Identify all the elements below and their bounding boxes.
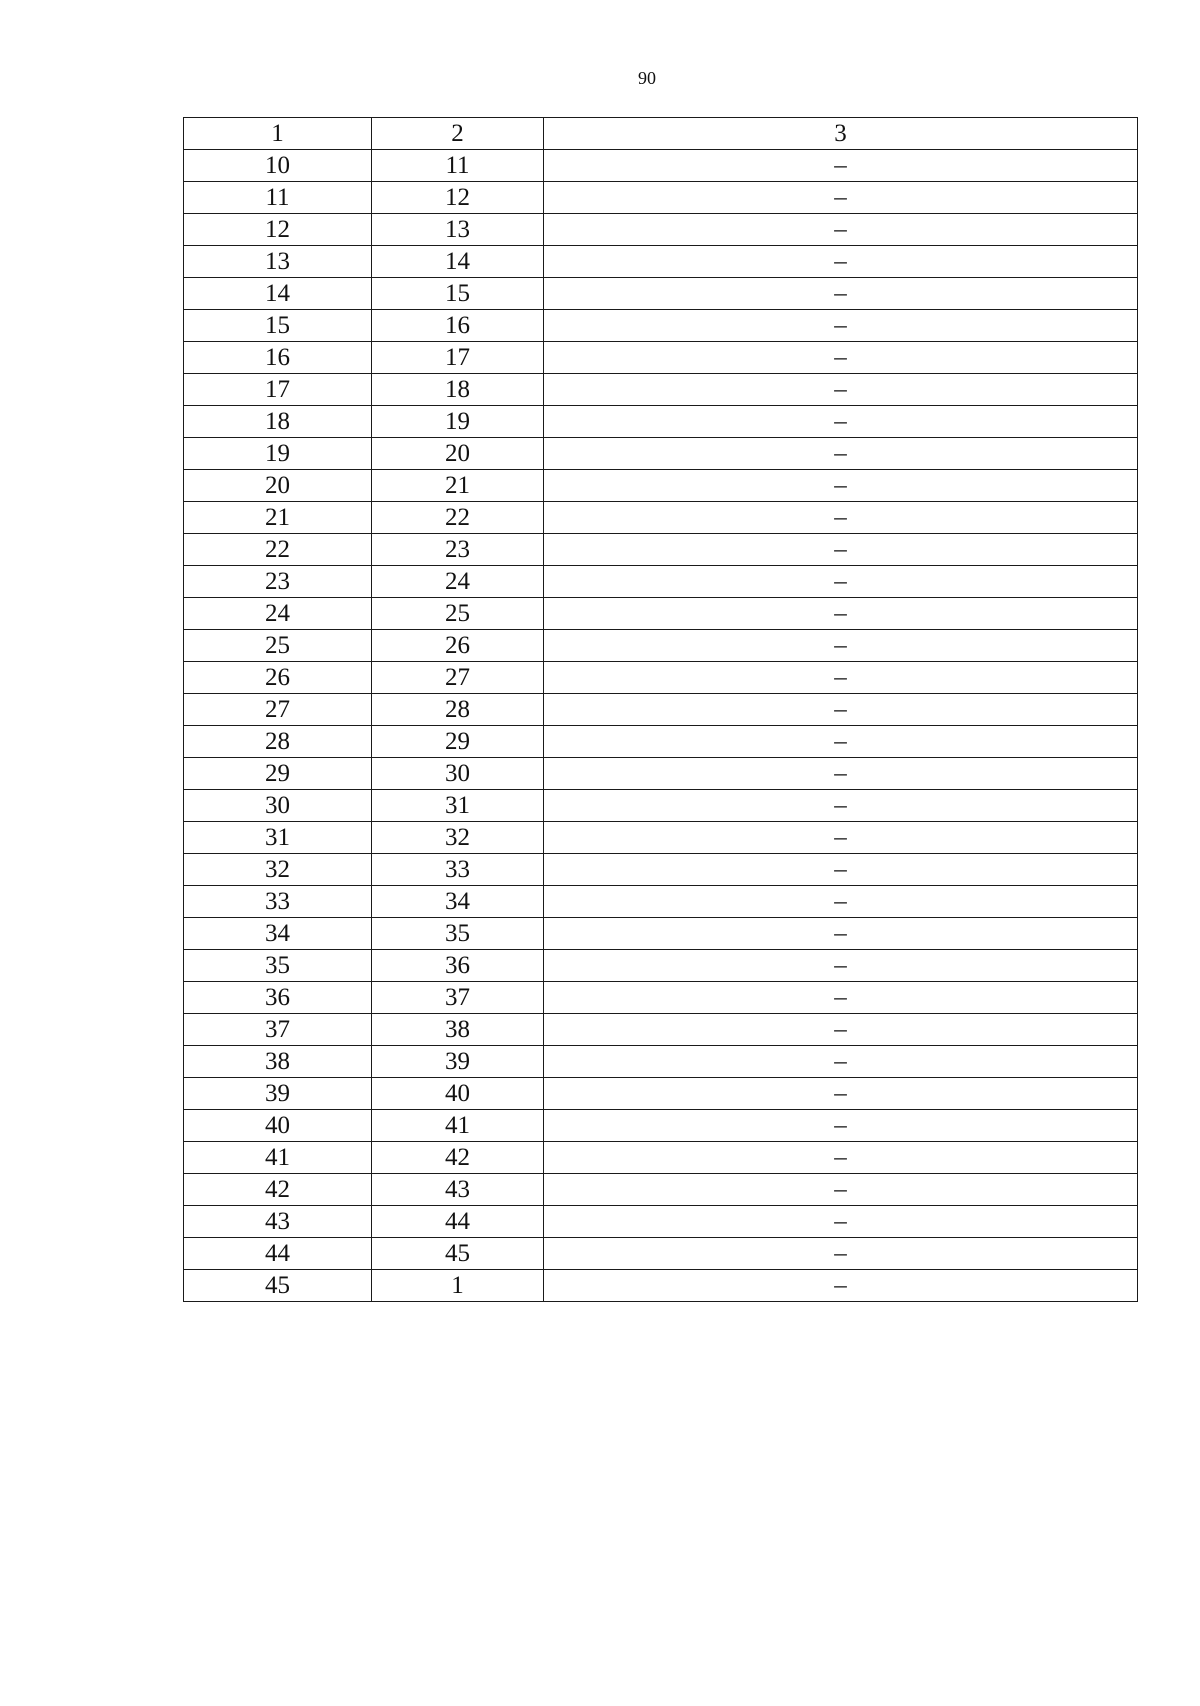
table-cell-col-2: 43 [372, 1174, 544, 1206]
table-cell-col-2: 33 [372, 854, 544, 886]
table-cell-col-3: – [544, 1046, 1138, 1078]
table-cell-col-2: 32 [372, 822, 544, 854]
table-cell-col-3: – [544, 598, 1138, 630]
table-body [184, 118, 1138, 1302]
table-cell-col-3: – [544, 438, 1138, 470]
table-cell-col-1: 17 [184, 374, 372, 406]
table-row [184, 182, 1138, 214]
table-cell-col-2: 41 [372, 1110, 544, 1142]
table-row [184, 246, 1138, 278]
table-cell-col-3: – [544, 918, 1138, 950]
table-cell-col-1: 13 [184, 246, 372, 278]
table-cell-col-1: 36 [184, 982, 372, 1014]
table-cell-col-3: – [544, 150, 1138, 182]
table-cell-col-3: – [544, 566, 1138, 598]
table-cell-col-2: 11 [372, 150, 544, 182]
table-cell-col-2: 20 [372, 438, 544, 470]
table-cell-col-3: – [544, 694, 1138, 726]
table-row [184, 406, 1138, 438]
table-cell-col-3: – [544, 502, 1138, 534]
table-cell-col-2: 30 [372, 758, 544, 790]
table-cell-col-1: 45 [184, 1270, 372, 1302]
table-row [184, 726, 1138, 758]
table-row [184, 278, 1138, 310]
table-cell-col-2: 15 [372, 278, 544, 310]
table-row [184, 1078, 1138, 1110]
column-number-2: 2 [372, 118, 544, 150]
table-cell-col-1: 10 [184, 150, 372, 182]
table-cell-col-3: – [544, 854, 1138, 886]
table-cell-col-2: 22 [372, 502, 544, 534]
table-row [184, 1014, 1138, 1046]
table-cell-col-3: – [544, 182, 1138, 214]
table-row [184, 342, 1138, 374]
table-cell-col-3: – [544, 342, 1138, 374]
table-cell-col-1: 31 [184, 822, 372, 854]
table-row [184, 886, 1138, 918]
table-cell-col-1: 33 [184, 886, 372, 918]
table-cell-col-1: 35 [184, 950, 372, 982]
table-cell-col-3: – [544, 278, 1138, 310]
table-cell-col-2: 21 [372, 470, 544, 502]
table-cell-col-2: 26 [372, 630, 544, 662]
table-cell-col-1: 40 [184, 1110, 372, 1142]
table-row [184, 982, 1138, 1014]
table-cell-col-3: – [544, 982, 1138, 1014]
table-row [184, 1270, 1138, 1302]
table-cell-col-2: 19 [372, 406, 544, 438]
table-cell-col-2: 36 [372, 950, 544, 982]
table-row [184, 630, 1138, 662]
table-cell-col-2: 39 [372, 1046, 544, 1078]
table-row [184, 598, 1138, 630]
table-cell-col-3: – [544, 246, 1138, 278]
table-cell-col-2: 31 [372, 790, 544, 822]
table-cell-col-1: 12 [184, 214, 372, 246]
table-cell-col-2: 28 [372, 694, 544, 726]
table-cell-col-1: 28 [184, 726, 372, 758]
table-row [184, 310, 1138, 342]
table-row [184, 534, 1138, 566]
table-cell-col-3: – [544, 726, 1138, 758]
table-cell-col-2: 35 [372, 918, 544, 950]
table-row [184, 470, 1138, 502]
table-cell-col-3: – [544, 1270, 1138, 1302]
table-cell-col-2: 18 [372, 374, 544, 406]
table-cell-col-1: 25 [184, 630, 372, 662]
table-cell-col-3: – [544, 1078, 1138, 1110]
table-cell-col-3: – [544, 790, 1138, 822]
table-cell-col-1: 37 [184, 1014, 372, 1046]
table-cell-col-1: 16 [184, 342, 372, 374]
table-cell-col-3: – [544, 1110, 1138, 1142]
table-cell-col-3: – [544, 470, 1138, 502]
table-cell-col-1: 27 [184, 694, 372, 726]
table-cell-col-3: – [544, 406, 1138, 438]
table-row [184, 502, 1138, 534]
table-cell-col-1: 42 [184, 1174, 372, 1206]
table-cell-col-3: – [544, 758, 1138, 790]
table-cell-col-3: – [544, 822, 1138, 854]
table-cell-col-2: 12 [372, 182, 544, 214]
table-cell-col-2: 38 [372, 1014, 544, 1046]
table-cell-col-3: – [544, 662, 1138, 694]
table-cell-col-1: 30 [184, 790, 372, 822]
table-row [184, 374, 1138, 406]
table-cell-col-3: – [544, 214, 1138, 246]
table-cell-col-1: 20 [184, 470, 372, 502]
table-cell-col-1: 14 [184, 278, 372, 310]
table-row [184, 1238, 1138, 1270]
table-cell-col-3: – [544, 1238, 1138, 1270]
table-cell-col-2: 29 [372, 726, 544, 758]
table-row [184, 150, 1138, 182]
table-cell-col-1: 19 [184, 438, 372, 470]
table-cell-col-3: – [544, 950, 1138, 982]
table-row [184, 662, 1138, 694]
table-row [184, 854, 1138, 886]
table-cell-col-2: 1 [372, 1270, 544, 1302]
table-cell-col-3: – [544, 1206, 1138, 1238]
table-row [184, 438, 1138, 470]
table-cell-col-2: 45 [372, 1238, 544, 1270]
table-row [184, 214, 1138, 246]
table-cell-col-3: – [544, 534, 1138, 566]
table-cell-col-1: 39 [184, 1078, 372, 1110]
data-table [183, 117, 1138, 1302]
table-cell-col-3: – [544, 310, 1138, 342]
table-row [184, 1046, 1138, 1078]
table-cell-col-1: 15 [184, 310, 372, 342]
table-cell-col-2: 34 [372, 886, 544, 918]
table-cell-col-1: 21 [184, 502, 372, 534]
column-number-3: 3 [544, 118, 1138, 150]
table-cell-col-2: 40 [372, 1078, 544, 1110]
table-row [184, 1142, 1138, 1174]
table-row [184, 918, 1138, 950]
table-cell-col-1: 22 [184, 534, 372, 566]
column-number-1: 1 [184, 118, 372, 150]
table-row [184, 758, 1138, 790]
table-header-row [184, 118, 1138, 150]
table-cell-col-3: – [544, 1142, 1138, 1174]
table-row [184, 1206, 1138, 1238]
table-cell-col-2: 23 [372, 534, 544, 566]
table-cell-col-2: 25 [372, 598, 544, 630]
table-cell-col-1: 18 [184, 406, 372, 438]
table-cell-col-1: 32 [184, 854, 372, 886]
table-cell-col-3: – [544, 374, 1138, 406]
table-cell-col-1: 29 [184, 758, 372, 790]
table-cell-col-2: 14 [372, 246, 544, 278]
table-cell-col-1: 34 [184, 918, 372, 950]
table-cell-col-1: 41 [184, 1142, 372, 1174]
table-cell-col-1: 11 [184, 182, 372, 214]
table-cell-col-2: 16 [372, 310, 544, 342]
table-cell-col-3: – [544, 1014, 1138, 1046]
table-cell-col-2: 24 [372, 566, 544, 598]
table-cell-col-1: 44 [184, 1238, 372, 1270]
table-cell-col-2: 42 [372, 1142, 544, 1174]
table-row [184, 790, 1138, 822]
table-cell-col-1: 26 [184, 662, 372, 694]
table-row [184, 822, 1138, 854]
table-cell-col-3: – [544, 630, 1138, 662]
table-cell-col-2: 27 [372, 662, 544, 694]
table-cell-col-1: 38 [184, 1046, 372, 1078]
table-row [184, 1174, 1138, 1206]
table-cell-col-1: 23 [184, 566, 372, 598]
table-row [184, 1110, 1138, 1142]
table-row [184, 694, 1138, 726]
table-cell-col-2: 17 [372, 342, 544, 374]
table-cell-col-2: 44 [372, 1206, 544, 1238]
table-cell-col-1: 24 [184, 598, 372, 630]
table-cell-col-3: – [544, 1174, 1138, 1206]
page-number: 90 [638, 68, 656, 88]
table-cell-col-2: 37 [372, 982, 544, 1014]
table-row [184, 950, 1138, 982]
table-cell-col-1: 43 [184, 1206, 372, 1238]
table-cell-col-3: – [544, 886, 1138, 918]
table-cell-col-2: 13 [372, 214, 544, 246]
table-row [184, 566, 1138, 598]
